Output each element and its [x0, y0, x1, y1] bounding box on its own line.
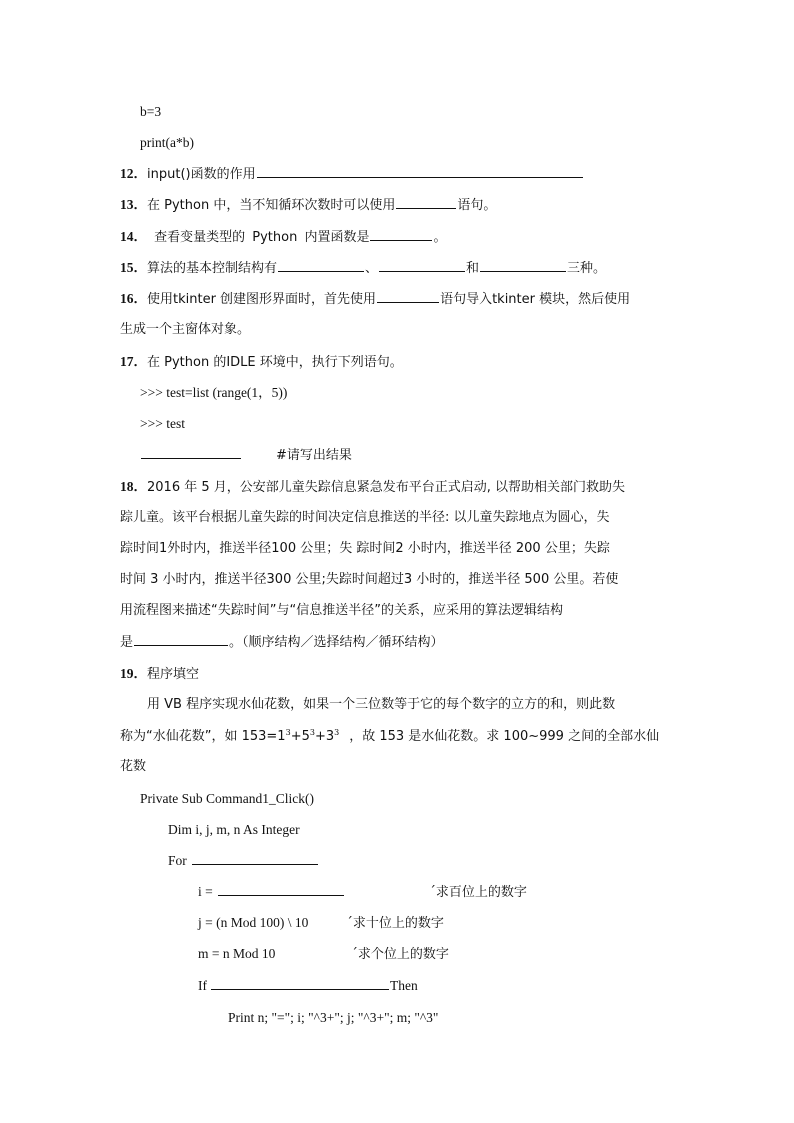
code-text: j = (n Mod 100) \ 10 — [198, 915, 309, 930]
question-17-answer — [140, 445, 352, 466]
question-text: 在 Python 中，当不知循环次数时可以使用 — [147, 198, 396, 213]
answer-blank[interactable] — [141, 445, 241, 459]
code-text: m = n Mod 10 — [198, 946, 276, 961]
code-line-j — [198, 913, 444, 934]
comment: ´求个位上的数字 — [351, 947, 449, 962]
separator: 、 — [365, 261, 379, 276]
code-line-i — [198, 882, 527, 903]
code-line-test-assign: >>> test=list (range(1，5)) — [140, 385, 288, 400]
answer-blank[interactable] — [377, 289, 439, 303]
code-line-print: print(a*b) — [140, 135, 194, 150]
code-line-test: >>> test — [140, 416, 185, 431]
question-text-suffix: 。 — [433, 230, 447, 245]
question-14 — [120, 227, 446, 248]
question-title: 程序填空 — [147, 667, 200, 682]
question-12 — [120, 164, 584, 185]
question-text-mid: 语句导入tkinter 模块，然后使用 — [440, 292, 631, 307]
question-17 — [120, 352, 403, 373]
question-text: 是 — [120, 635, 134, 650]
answer-blank-2[interactable] — [379, 258, 465, 272]
code-line-b: b=3 — [140, 104, 162, 119]
question-13 — [120, 195, 496, 216]
question-19 — [120, 664, 199, 685]
question-18-line2: 踪儿童。该平台根据儿童失踪的时间决定信息推送的半径: 以儿童失踪地点为圆心，失 — [120, 510, 610, 525]
code-line-for — [168, 851, 319, 871]
answer-blank-1[interactable] — [278, 258, 364, 272]
comment: #请写出结果 — [276, 448, 352, 463]
question-18-line4: 时间 3 小时内，推送半径300 公里;失踪时间超过3 小时的，推送半径 500 公里。若使 — [120, 572, 619, 587]
question-text: 在 Python 的IDLE 环境中，执行下列语句。 — [147, 355, 403, 370]
question-text-suffix: 语句。 — [457, 198, 497, 213]
keyword: Then — [390, 978, 418, 993]
answer-blank-3[interactable] — [480, 258, 566, 272]
question-text: 2016 年 5 月，公安部儿童失踪信息紧急发布平台正式启动, 以帮助相关部门救助失 — [147, 480, 626, 495]
question-number: 13． — [120, 197, 147, 212]
question-18-line6 — [120, 632, 444, 653]
answer-blank[interactable] — [218, 882, 344, 896]
code-line-m — [198, 944, 449, 965]
keyword: If — [198, 978, 207, 993]
question-number: 17． — [120, 354, 147, 369]
question-16-line2: 生成一个主窗体对象。 — [120, 322, 251, 337]
question-18-line3: 踪时间1外时内，推送半径100 公里；失 踪时间2 小时内，推送半径 200 公里；失踪 — [120, 541, 610, 556]
question-number: 16． — [120, 291, 147, 306]
question-16 — [120, 289, 630, 310]
question-number: 19． — [120, 666, 147, 681]
answer-blank[interactable] — [211, 976, 389, 990]
question-19-line3: 花数 — [120, 759, 147, 774]
question-text-suffix: 三种。 — [567, 261, 607, 276]
code-line-dim: Dim i, j, m, n As Integer — [168, 822, 300, 837]
question-text: 查看变量类型的 Python 内置函数是 — [147, 230, 370, 245]
code-line-if — [198, 976, 418, 996]
answer-blank[interactable] — [396, 195, 456, 209]
question-text: +5 — [290, 729, 310, 744]
question-text: +3 — [314, 729, 335, 744]
code-text: i = — [198, 884, 213, 899]
question-text-suffix: 。（顺序结构／选择结构／循环结构） — [229, 635, 444, 650]
question-text: 算法的基本控制结构有 — [147, 261, 278, 276]
answer-blank[interactable] — [134, 632, 228, 646]
question-number: 15． — [120, 260, 147, 275]
question-18 — [120, 477, 625, 498]
question-text: 称为“水仙花数”，如 153=1 — [120, 729, 286, 744]
question-18-line5: 用流程图来描述“失踪时间”与“信息推送半径”的关系，应采用的算法逻辑结构 — [120, 603, 563, 618]
question-number: 14． — [120, 229, 147, 244]
question-number: 12． — [120, 166, 147, 181]
comment: ´求百位上的数字 — [429, 885, 527, 900]
answer-blank[interactable] — [192, 851, 318, 865]
code-line-sub: Private Sub Command1_Click() — [140, 791, 314, 806]
question-19-line1: 用 VB 程序实现水仙花数，如果一个三位数等于它的每个数字的立方的和，则此数 — [147, 697, 616, 712]
comment: ´求十位上的数字 — [346, 916, 444, 931]
answer-blank[interactable] — [257, 164, 583, 178]
separator: 和 — [466, 261, 480, 276]
question-number: 18． — [120, 479, 147, 494]
superscript: 3 — [334, 728, 340, 737]
code-line-print-vb: Print n; "="; i; "^3+"; j; "^3+"; m; "^3" — [228, 1010, 439, 1025]
question-19-line2 — [120, 726, 659, 747]
question-text: 使用tkinter 创建图形界面时，首先使用 — [147, 292, 377, 307]
keyword: For — [168, 853, 187, 868]
question-text: input()函数的作用 — [147, 167, 256, 182]
superscript: 3 — [309, 728, 315, 737]
superscript: 3 — [285, 728, 291, 737]
answer-blank[interactable] — [370, 227, 432, 241]
question-15 — [120, 258, 606, 279]
question-text: ，故 153 是水仙花数。求 100~999 之间的全部水仙 — [349, 729, 660, 744]
